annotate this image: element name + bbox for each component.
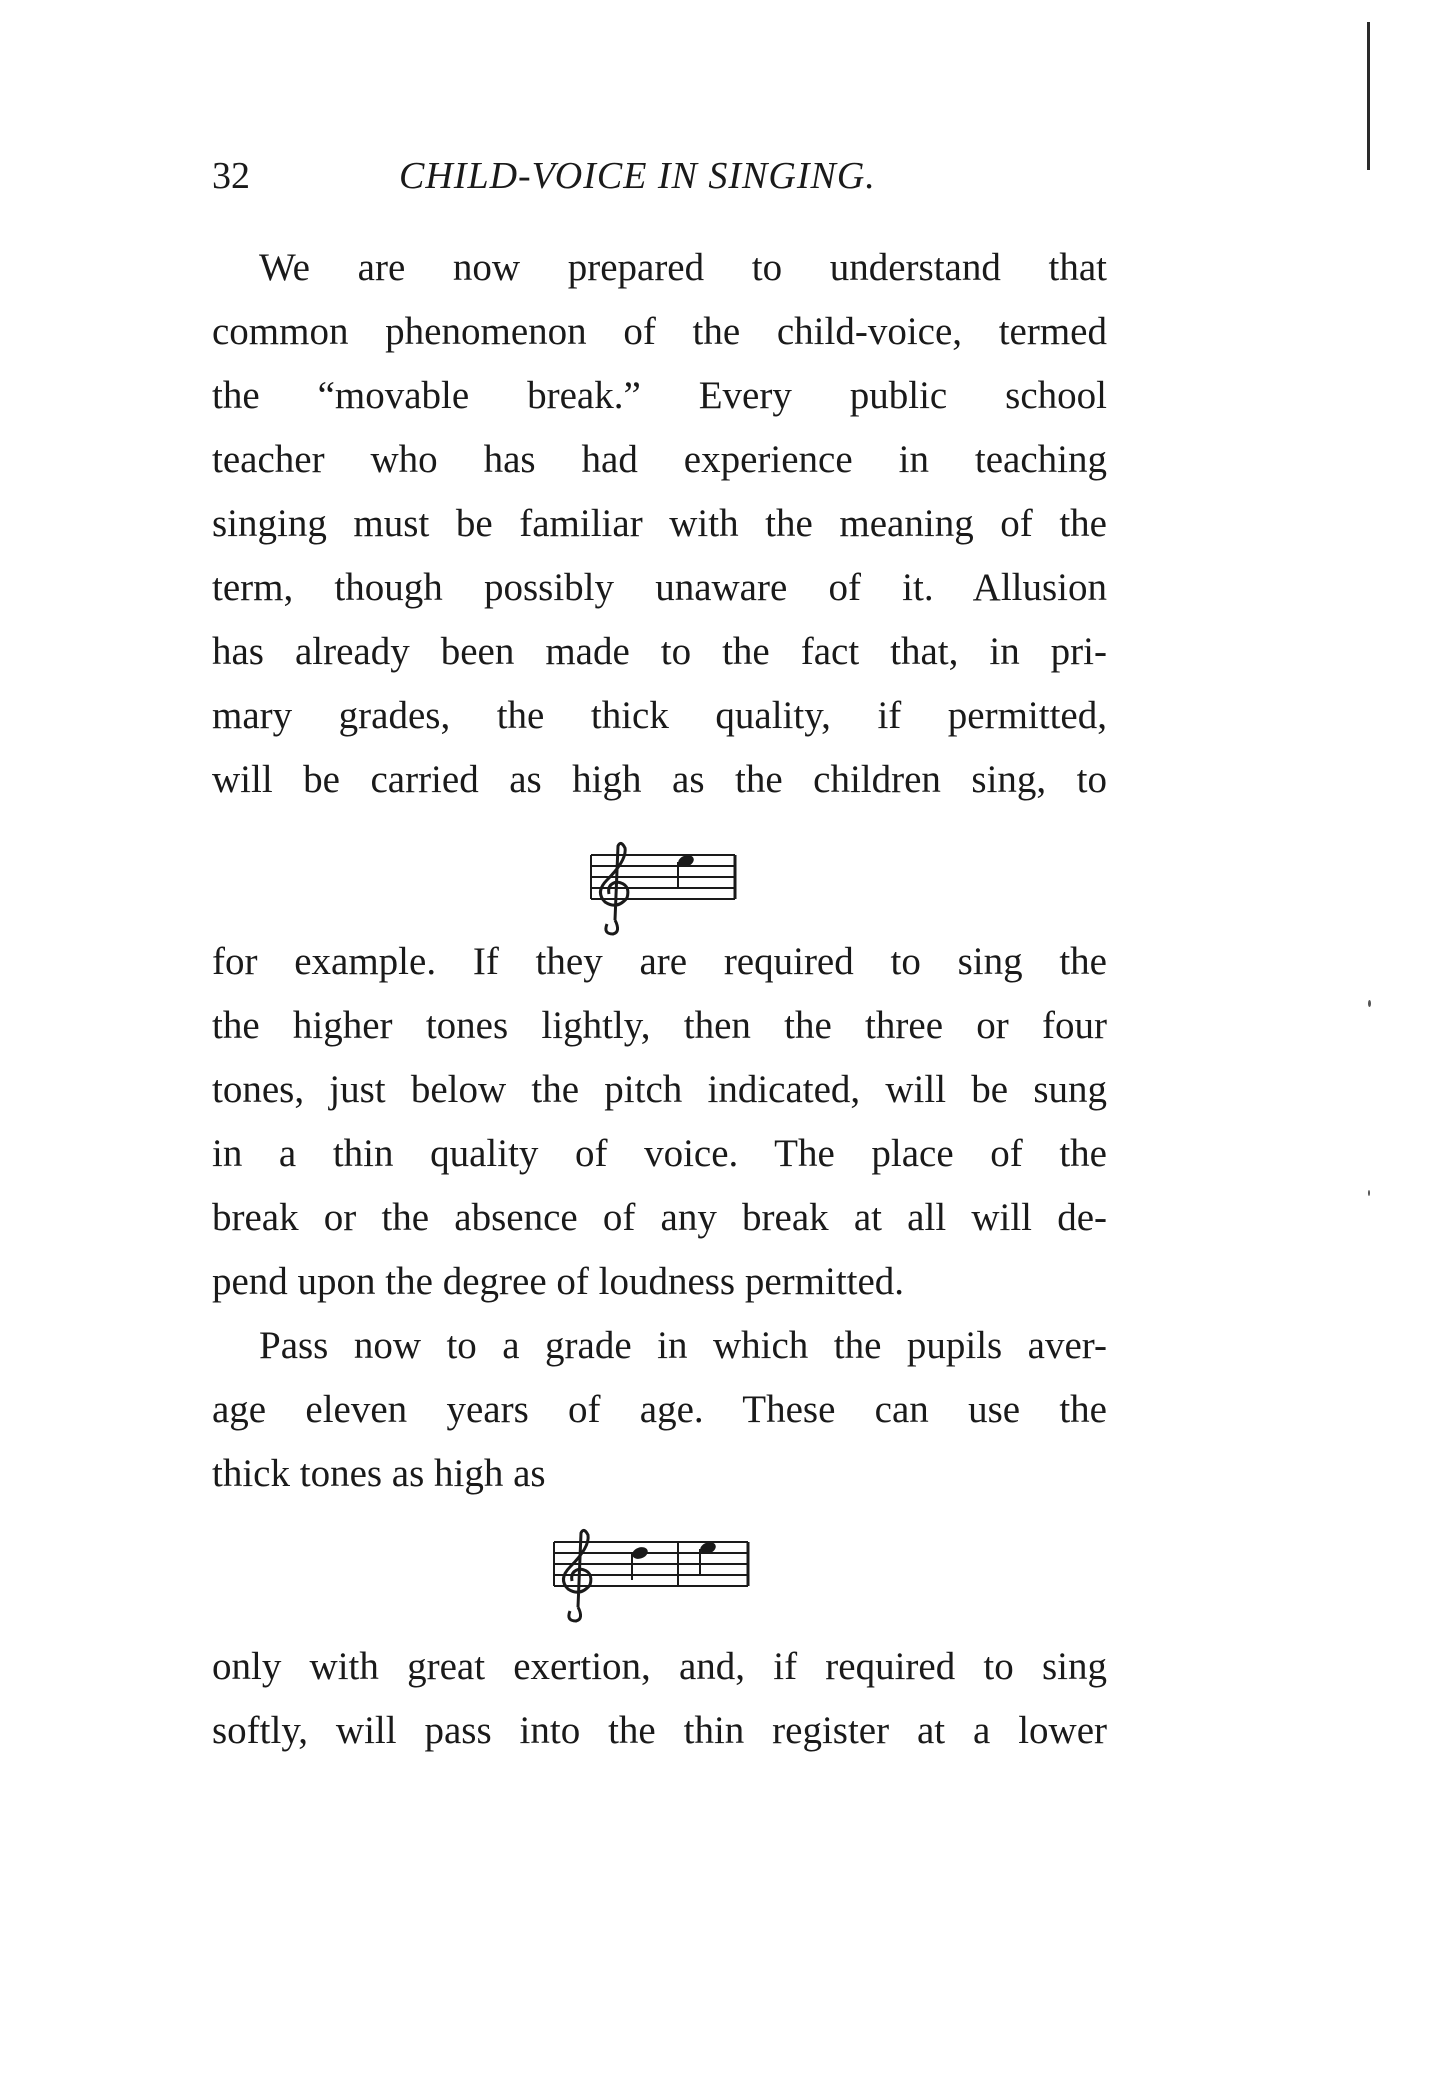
text-line: term, though possibly unaware of it. Allusion (212, 566, 1107, 609)
text-line: for example. If they are required to sing the (212, 940, 1107, 983)
music-note-icon (699, 1540, 718, 1575)
text-line: thick tones as high as (212, 1452, 546, 1495)
text-line: will be carried as high as the children sing, to (212, 758, 1107, 801)
paragraph-2-continuation (212, 1635, 1107, 1763)
musical-example-2 (548, 1525, 758, 1627)
text-line: only with great exertion, and, if required to sing (212, 1645, 1107, 1688)
text-line: age eleven years of age. These can use the (212, 1388, 1107, 1431)
ink-speck (1368, 1000, 1371, 1007)
text-line: teacher who has had experience in teaching (212, 438, 1107, 481)
running-title: CHILD-VOICE IN SINGING. (399, 155, 876, 197)
ink-speck (1368, 1190, 1370, 1196)
text-line: the higher tones lightly, then the three or four (212, 1004, 1107, 1047)
text-line: tones, just below the pitch indicated, will be sung (212, 1068, 1107, 1111)
musical-example-1 (585, 840, 745, 940)
page-number: 32 (212, 155, 250, 197)
text-line: pend upon the degree of loudness permitted. (212, 1260, 905, 1303)
text-line: mary grades, the thick quality, if permitted, (212, 694, 1107, 737)
text-line: has already been made to the fact that, in pri- (212, 630, 1107, 673)
paragraph-1 (212, 236, 1107, 812)
text-line: Pass now to a grade in which the pupils aver- (259, 1324, 1107, 1367)
text-line: softly, will pass into the thin register at a lower (212, 1709, 1107, 1752)
text-line: singing must be familiar with the meaning of the (212, 502, 1107, 545)
margin-rule (1367, 22, 1370, 170)
text-line: the “movable break.” Every public school (212, 374, 1107, 417)
text-line: in a thin quality of voice. The place of the (212, 1132, 1107, 1175)
text-line: common phenomenon of the child-voice, termed (212, 310, 1107, 353)
text-line: break or the absence of any break at all will de- (212, 1196, 1107, 1239)
music-note-icon (677, 853, 696, 888)
text-line: We are now prepared to understand that (259, 246, 1107, 289)
paragraph-1-continuation (212, 930, 1107, 1506)
page-header (212, 152, 1112, 200)
